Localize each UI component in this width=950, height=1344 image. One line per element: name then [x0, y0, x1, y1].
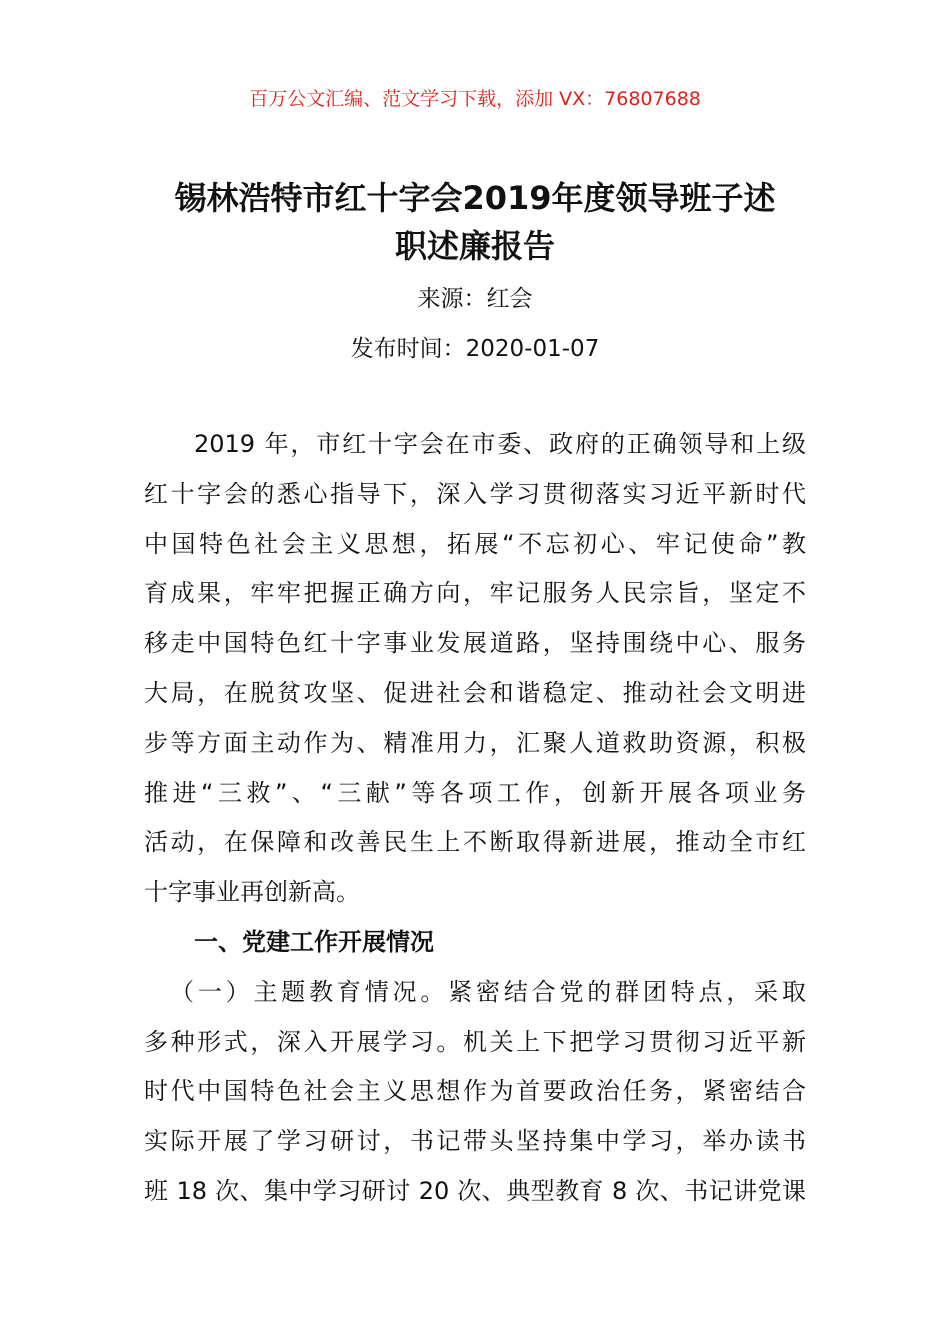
body-line: 移走中国特色红十字事业发展道路，坚持围绕中心、服务 [144, 629, 806, 658]
body-line: 多种形式，深入开展学习。机关上下把学习贯彻习近平新 [144, 1027, 806, 1056]
title-line: 锡林浩特市红十字会2019年度领导班子述 [174, 179, 776, 217]
body-line: 步等方面主动作为、精准用力，汇聚人道救助资源，积极 [144, 728, 806, 757]
source-line: 来源：红会 [417, 286, 533, 312]
body-line: 实际开展了学习研讨，书记带头坚持集中学习，举办读书 [144, 1127, 806, 1156]
body-line: 推进“三救”、“三献”等各项工作，创新开展各项业务 [144, 778, 806, 807]
document-body [144, 420, 806, 1217]
publish-time: 发布时间：2020-01-07 [350, 336, 600, 362]
body-line: 中国特色社会主义思想，拓展“不忘初心、牢记使命”教 [144, 529, 806, 558]
body-line: 十字事业再创新高。 [144, 878, 360, 907]
body-line: 大局，在脱贫攻坚、促进社会和谐稳定、推动社会文明进 [144, 678, 806, 707]
body-line: （一）主题教育情况。紧密结合党的群团特点，采取 [170, 977, 806, 1006]
document-title [140, 174, 810, 270]
body-line: 2019 年，市红十字会在市委、政府的正确领导和上级 [194, 430, 806, 458]
body-line: 时代中国特色社会主义思想作为首要政治任务，紧密结合 [144, 1077, 806, 1106]
body-line: 红十字会的悉心指导下，深入学习贯彻落实习近平新时代 [144, 479, 806, 508]
body-line: 育成果，牢牢把握正确方向，牢记服务人民宗旨，坚定不 [144, 579, 806, 608]
download-banner: 百万公文汇编、范文学习下载，添加 VX：76807688 [249, 88, 701, 110]
title-line: 职述廉报告 [394, 227, 555, 265]
body-line: 班 18 次、集中学习研讨 20 次、典型教育 8 次、书记讲党课 [144, 1176, 806, 1205]
body-line: 活动，在保障和改善民生上不断取得新进展，推动全市红 [144, 828, 806, 857]
section-heading: 一、党建工作开展情况 [194, 927, 434, 956]
